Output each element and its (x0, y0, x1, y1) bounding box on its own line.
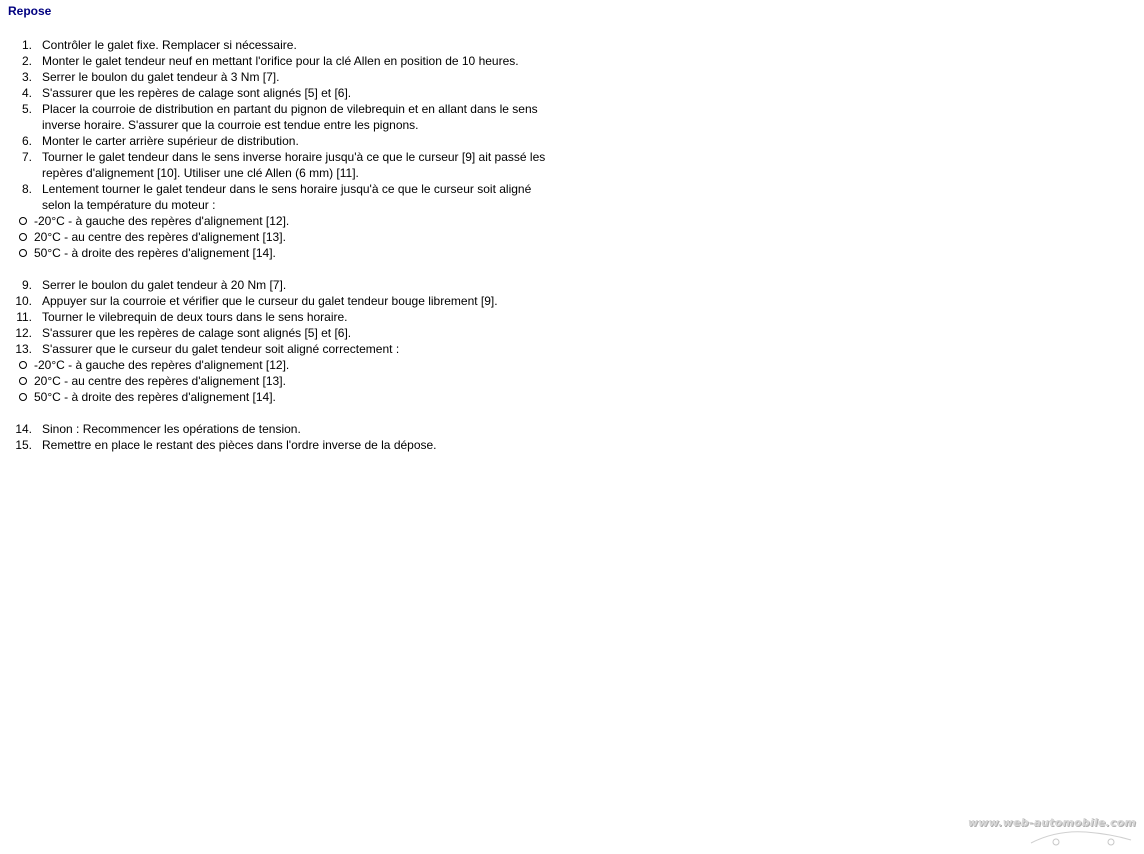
step-number: 12. (15, 326, 32, 340)
step-text: Serrer le boulon du galet tendeur à 20 Nm [7]. (42, 278, 287, 292)
step-number: 2. (21, 54, 32, 68)
step-13 (0, 341, 600, 357)
sub-item (0, 373, 600, 389)
sub-item-text: 50°C - à droite des repères d'alignement [14]. (34, 390, 276, 404)
step-text-line-1: Lentement tourner le galet tendeur dans le sens horaire jusqu'à ce que le curseur soit aligné (42, 182, 532, 196)
procedure-steps (0, 37, 600, 453)
page-title: Repose (8, 4, 52, 18)
sub-item-text: 20°C - au centre des repères d'alignement [13]. (34, 374, 286, 388)
step-text: Serrer le boulon du galet tendeur à 3 Nm [7]. (42, 70, 280, 84)
step-text: S'assurer que les repères de calage sont alignés [5] et [6]. (42, 86, 352, 100)
step-text-line-2: selon la température du moteur : (42, 198, 216, 212)
step-6 (0, 133, 600, 149)
step-15 (0, 437, 600, 453)
step-8 (0, 181, 600, 213)
step-number: 4. (21, 86, 32, 100)
step-number: 10. (15, 294, 32, 308)
step-5 (0, 101, 600, 133)
step-text-line-2: repères d'alignement [10]. Utiliser une clé Allen (6 mm) [11]. (42, 166, 359, 180)
watermark-text: www.web-automobile.com (967, 816, 1136, 829)
step-number: 8. (21, 182, 32, 196)
step-text: Tourner le vilebrequin de deux tours dans le sens horaire. (42, 310, 348, 324)
circle-bullet-icon (19, 377, 27, 385)
circle-bullet-icon (19, 233, 27, 241)
step-text: Contrôler le galet fixe. Remplacer si nécessaire. (42, 38, 297, 52)
step-14 (0, 421, 600, 437)
step-number: 7. (21, 150, 32, 164)
step-10 (0, 293, 600, 309)
step-3 (0, 69, 600, 85)
step-text: Monter le carter arrière supérieur de distribution. (42, 134, 299, 148)
step-number: 11. (16, 310, 32, 324)
circle-bullet-icon (19, 249, 27, 257)
step-2 (0, 53, 600, 69)
step-text: S'assurer que le curseur du galet tendeur soit aligné correctement : (42, 342, 400, 356)
watermark-logo (961, 810, 1136, 846)
step-9 (0, 277, 600, 293)
step-11 (0, 309, 600, 325)
step-number: 3. (21, 70, 32, 84)
step-number: 6. (21, 134, 32, 148)
sub-item-text: -20°C - à gauche des repères d'alignement [12]. (34, 358, 290, 372)
sub-item-text: -20°C - à gauche des repères d'alignement [12]. (34, 214, 290, 228)
temperature-sublist (0, 357, 600, 405)
step-text-line-1: Tourner le galet tendeur dans le sens inverse horaire jusqu'à ce que le curseur [9] ait passé les (42, 150, 546, 164)
step-number: 14. (15, 422, 32, 436)
step-text-line-2: inverse horaire. S'assurer que la courroie est tendue entre les pignons. (42, 118, 419, 132)
step-text: Monter le galet tendeur neuf en mettant l'orifice pour la clé Allen en position de 10 heures. (42, 54, 519, 68)
car-silhouette-icon (961, 810, 1136, 846)
circle-bullet-icon (19, 217, 27, 225)
sub-item (0, 245, 600, 261)
sub-item-text: 20°C - au centre des repères d'alignement [13]. (34, 230, 286, 244)
sub-item-text: 50°C - à droite des repères d'alignement [14]. (34, 246, 276, 260)
step-number: 15. (15, 438, 32, 452)
sub-item (0, 357, 600, 373)
step-12 (0, 325, 600, 341)
step-number: 5. (21, 102, 32, 116)
temperature-sublist (0, 213, 600, 261)
step-text: S'assurer que les repères de calage sont alignés [5] et [6]. (42, 326, 352, 340)
step-text: Remettre en place le restant des pièces dans l'ordre inverse de la dépose. (42, 438, 437, 452)
step-number: 1. (21, 38, 32, 52)
step-7 (0, 149, 600, 181)
step-text: Appuyer sur la courroie et vérifier que le curseur du galet tendeur bouge librement [9]. (42, 294, 498, 308)
step-1 (0, 37, 600, 53)
circle-bullet-icon (19, 393, 27, 401)
step-number: 13. (15, 342, 32, 356)
sub-item (0, 229, 600, 245)
sub-item (0, 389, 600, 405)
step-4 (0, 85, 600, 101)
step-text: Sinon : Recommencer les opérations de tension. (42, 422, 301, 436)
sub-item (0, 213, 600, 229)
step-number: 9. (21, 278, 32, 292)
circle-bullet-icon (19, 361, 27, 369)
step-text-line-1: Placer la courroie de distribution en partant du pignon de vilebrequin et en allant dans le sens (42, 102, 538, 116)
